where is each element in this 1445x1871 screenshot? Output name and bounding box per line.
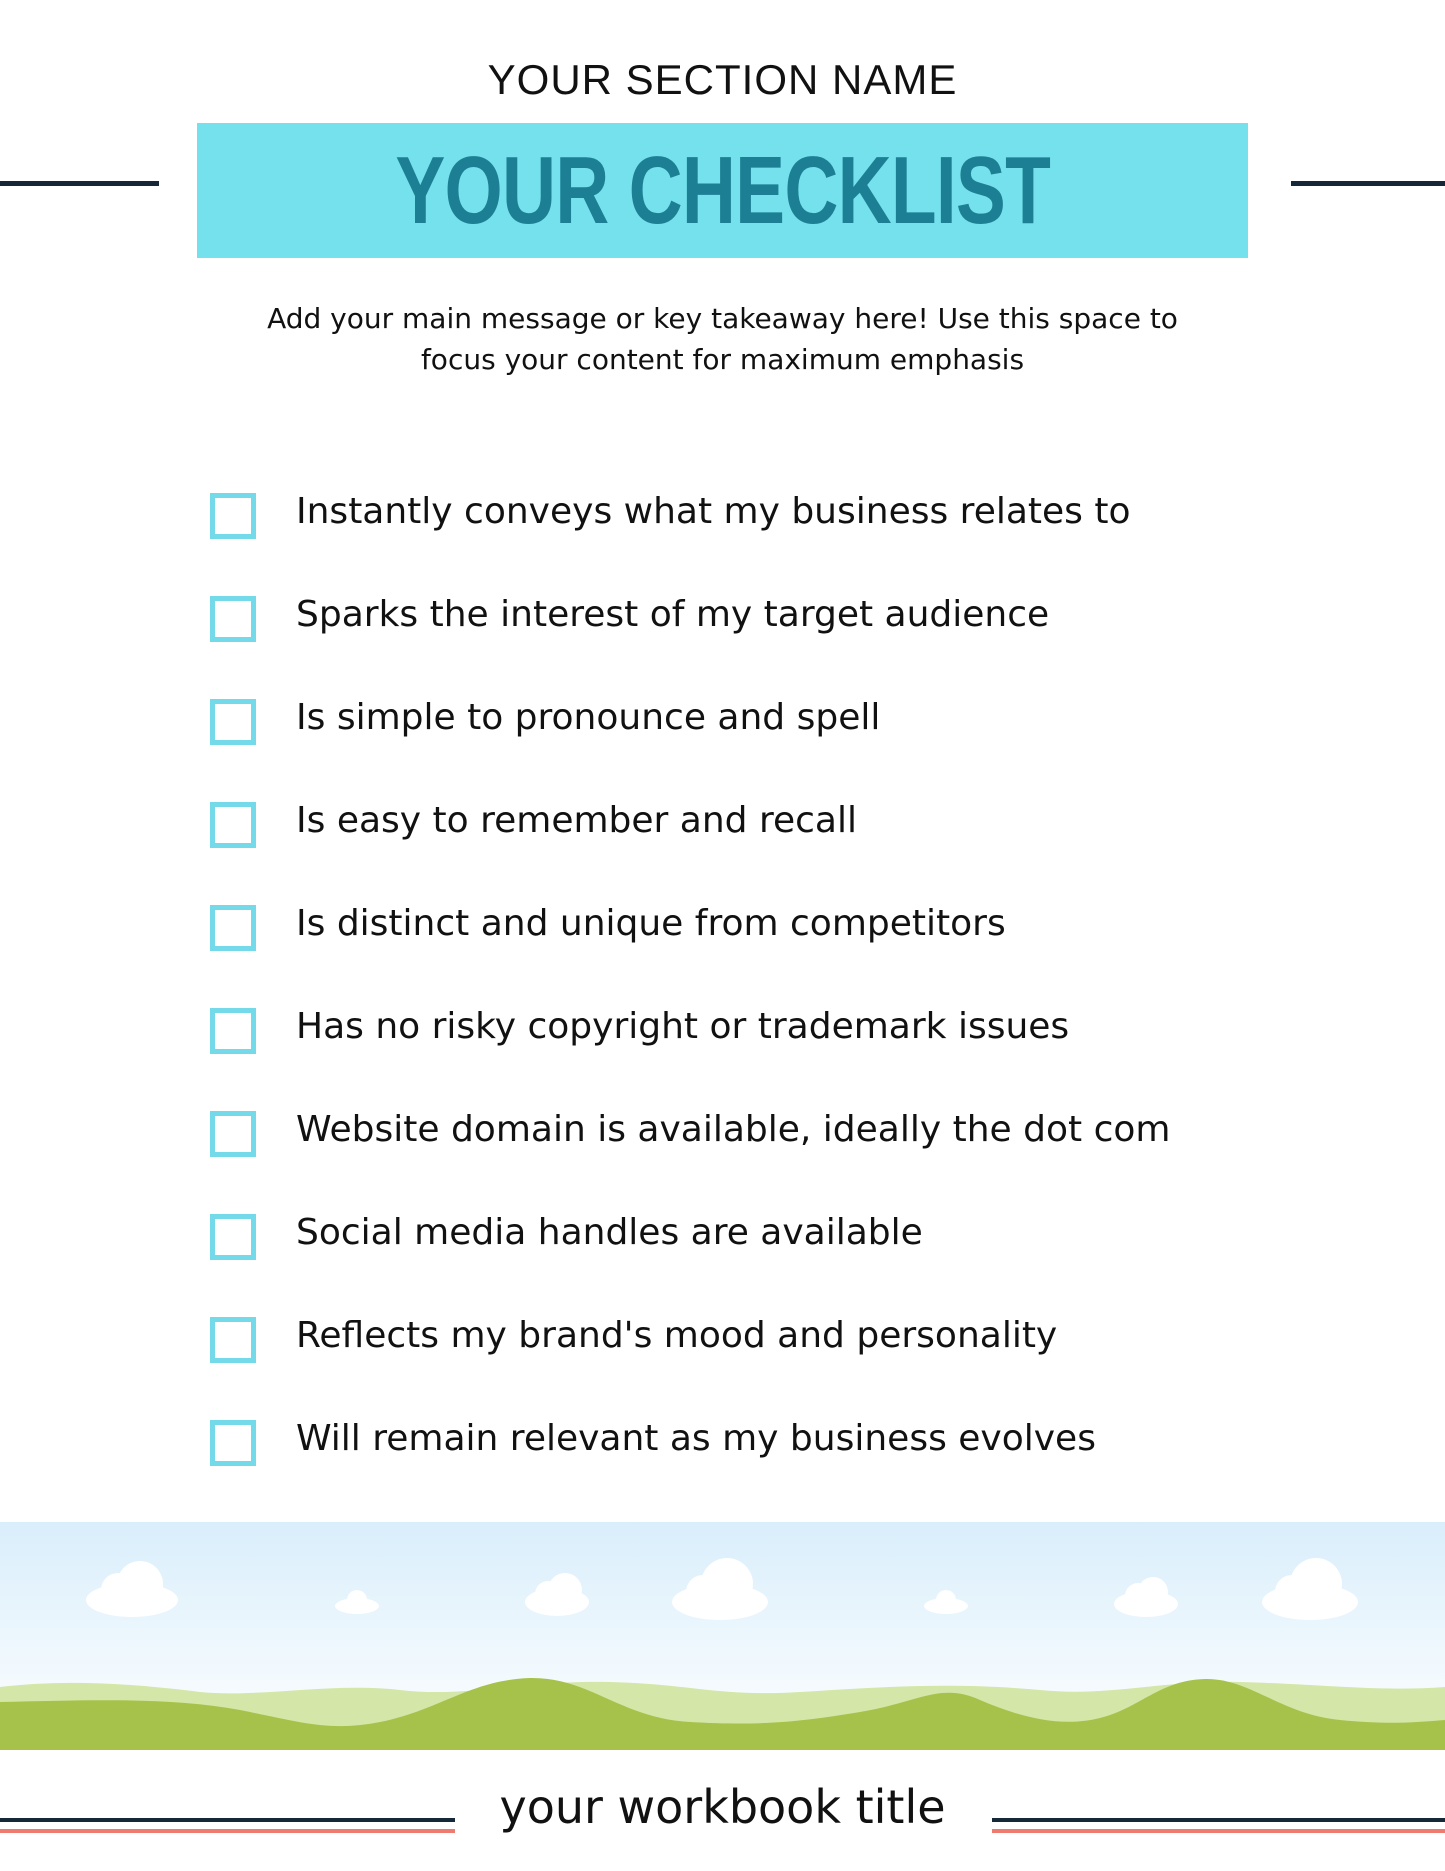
checkbox[interactable] xyxy=(210,1214,256,1260)
checklist-item xyxy=(210,1413,1210,1516)
landscape-illustration xyxy=(0,1522,1445,1750)
checklist-item-label: Will remain relevant as my business evolves xyxy=(296,1418,1096,1459)
checklist-item xyxy=(210,692,1210,795)
checklist-item xyxy=(210,1001,1210,1104)
checkbox[interactable] xyxy=(210,905,256,951)
checklist-item-label: Is easy to remember and recall xyxy=(296,800,857,841)
checkbox[interactable] xyxy=(210,1111,256,1157)
main-message xyxy=(250,298,1195,380)
checklist-item-label: Sparks the interest of my target audience xyxy=(296,594,1050,635)
checklist-item xyxy=(210,1207,1210,1310)
checklist-item xyxy=(210,589,1210,692)
checkbox[interactable] xyxy=(210,1420,256,1466)
checklist-item-label: Reflects my brand's mood and personality xyxy=(296,1315,1058,1356)
checklist-item-label: Instantly conveys what my business relates to xyxy=(296,491,1131,532)
checkbox[interactable] xyxy=(210,1008,256,1054)
title-banner xyxy=(197,123,1248,258)
checkbox[interactable] xyxy=(210,493,256,539)
main-message-line-1: Add your main message or key takeaway here! Use this space to xyxy=(267,302,1178,335)
checkbox[interactable] xyxy=(210,1317,256,1363)
checklist-item-label: Is simple to pronounce and spell xyxy=(296,697,881,738)
checklist-item xyxy=(210,1310,1210,1413)
checklist-item-label: Has no risky copyright or trademark issues xyxy=(296,1006,1070,1047)
checklist xyxy=(210,486,1210,1516)
section-name: YOUR SECTION NAME xyxy=(487,56,958,103)
checkbox[interactable] xyxy=(210,699,256,745)
checklist-item xyxy=(210,486,1210,589)
main-message-line-2: focus your content for maximum emphasis xyxy=(420,343,1025,376)
checkbox[interactable] xyxy=(210,802,256,848)
page-title: YOUR CHECKLIST xyxy=(395,136,1050,244)
checklist-item-label: Social media handles are available xyxy=(296,1212,923,1253)
checklist-item-label: Website domain is available, ideally the dot com xyxy=(296,1109,1171,1150)
left-header-rule xyxy=(0,181,159,186)
checkbox[interactable] xyxy=(210,596,256,642)
checklist-item xyxy=(210,795,1210,898)
checklist-item-label: Is distinct and unique from competitors xyxy=(296,903,1006,944)
checklist-item xyxy=(210,1104,1210,1207)
workbook-title: your workbook title xyxy=(499,1780,946,1834)
checklist-item xyxy=(210,898,1210,1001)
right-header-rule xyxy=(1291,181,1445,186)
